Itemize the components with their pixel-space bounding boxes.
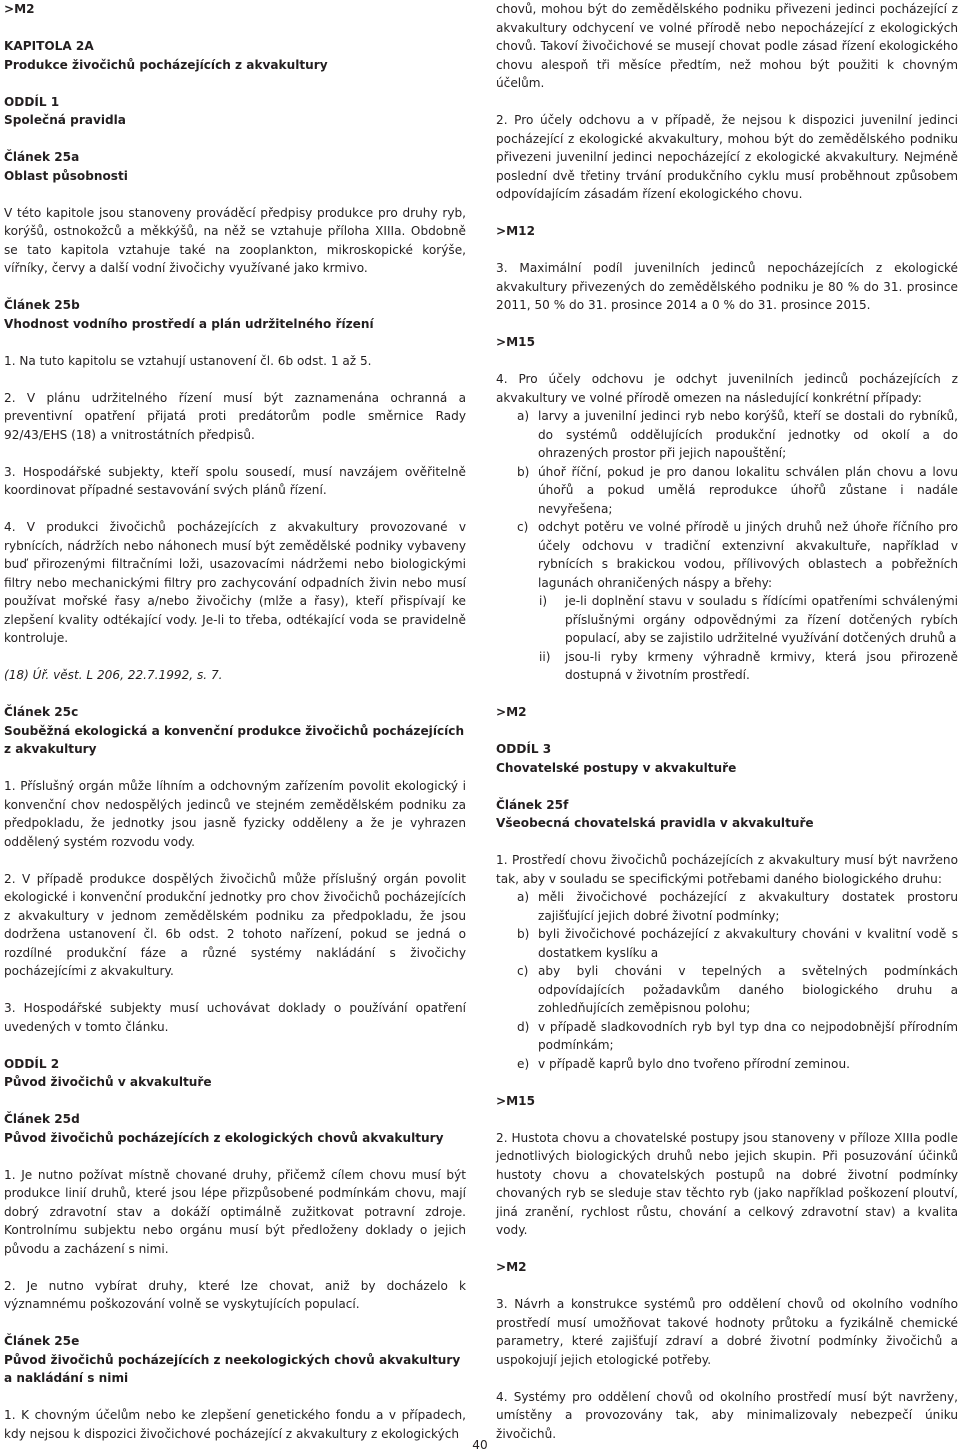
paragraph: 2. V případě produkce dospělých živočichů může příslušný orgán povolit ekologické i konvenční produkční jednotky pro chov živočichů pocházejících z akvakultury v jednom zemědělském podniku za předpokladu, že jsou dodržena ustanovení čl. 6b odst. 2 tohoto nařízení, pokud se jedná o rozdílné produkční fáze a různé systémy nakládání s živočichy pocházejícími z akvakultury. — [4, 871, 466, 978]
paragraph: 1. Na tuto kapitolu se vztahují ustanovení čl. 6b odst. 1 až 5. — [4, 353, 372, 368]
list-marker: a) — [517, 890, 530, 904]
paragraph: 4. Systémy pro oddělení chovů od okolního prostředí musí být navrženy, umístěny a provozovány tak, aby minimalizovaly nebezpečí úniku živočichů. — [496, 1389, 958, 1441]
heading: ODDÍL 1 — [4, 94, 60, 109]
paragraph: 2. Je nutno vybírat druhy, které lze chovat, aniž by docházelo k významnému poškozování volně se vyskytujících populací. — [4, 1278, 466, 1311]
list-marker: d) — [517, 1019, 530, 1034]
spacer — [496, 241, 958, 260]
heading: Souběžná ekologická a konvenční produkce živočichů pocházejících z akvakultury — [4, 723, 465, 756]
spacer — [496, 1073, 958, 1092]
heading: Článek 25e — [4, 1334, 80, 1348]
heading: Původ živočichů v akvakultuře — [4, 1075, 212, 1089]
paragraph: 1. Prostředí chovu živočichů pocházejících z akvakultury musí být navrženo tak, aby v souladu se specifickými potřebami daného biologického druhu: — [496, 853, 958, 886]
heading: >M2 — [496, 705, 527, 719]
spacer — [4, 1147, 466, 1166]
list-item-text: je-li doplnění stavu v souladu s řídícími opatřeními schválenými příslušnými orgány odpovědnými za řízení dotčených rybích populací, aby se zajistilo udržitelné využívání dotčených druhů a — [565, 594, 958, 645]
heading: Původ živočichů pocházejících z neekologických chovů akvakultury a nakládání s nimi — [4, 1352, 461, 1385]
list-item-text: byli živočichové pocházející z akvakultury chováni v kvalitní vodě s dostatkem kyslíku a — [538, 927, 958, 960]
list-item — [496, 888, 958, 925]
list-item-text: v případě kaprů bylo dno tvořeno přírodní zeminou. — [538, 1056, 850, 1071]
spacer — [4, 19, 466, 38]
spacer — [4, 1258, 466, 1277]
spacer — [4, 185, 466, 204]
spacer — [4, 981, 466, 1000]
spacer — [496, 1110, 958, 1129]
spacer — [496, 833, 958, 852]
heading: KAPITOLA 2A — [4, 39, 94, 53]
list-marker: ii) — [539, 649, 551, 664]
spacer — [496, 204, 958, 223]
spacer — [496, 93, 958, 112]
paragraph: 2. V plánu udržitelného řízení musí být zaznamenána ochranná a preventivní opatření přijatá proti predátorům podle směrnice Rady 92/43/EHS (18) a vnitrostátních předpisů. — [4, 390, 466, 442]
spacer — [4, 333, 466, 352]
paragraph: 1. Příslušný orgán může líhním a odchovným zařízením povolit ekologický i konvenční chov nedospělých jedinců ve stejném zemědělském podniku za předpokladu, že jednotky jsou jasně fyzicky odděleny a že je vyhrazen oddělený systém rozvodu vody. — [4, 779, 466, 849]
paragraph: 3. Návrh a konstrukce systémů pro oddělení chovů od okolního vodního prostředí musí umožňovat takové hodnoty průtoku a fyzikálně chemické parametry, které zajišťují zdraví a dobré životní podmínky živočichů a uspokojují jejich etologické potřeby. — [496, 1297, 958, 1367]
spacer — [4, 1036, 466, 1055]
page-number: 40 — [472, 1438, 488, 1452]
footnote: (18) Úř. věst. L 206, 22.7.1992, s. 7. — [4, 668, 223, 682]
list-item-text: úhoř říční, pokud je pro danou lokalitu schválen plán chovu a lovu úhořů a pokud umělá reprodukce úhořů zůstane i nadále nevyřešena; — [538, 464, 958, 516]
spacer — [4, 648, 466, 667]
list-marker: b) — [517, 927, 530, 941]
list-item — [496, 463, 958, 519]
spacer — [4, 759, 466, 778]
heading: >M12 — [496, 224, 535, 238]
paragraph: 4. Pro účely odchovu je odchyt juvenilních jedinců pocházejících z akvakultury ve volné přírodě omezen na následující konkrétní případy: — [496, 372, 958, 405]
list-item — [496, 648, 958, 685]
paragraph: 3. Hospodářské subjekty musí uchovávat doklady o používání opatření uvedených v tomto článku. — [4, 1001, 466, 1034]
right-column — [496, 0, 958, 1443]
spacer — [4, 1314, 466, 1333]
list-item-text: larvy a juvenilní jedinci ryb nebo korýšů, kteří se dostali do rybníků, do systémů oddělujících produkční jednotky od okolí a do ohrazených prostor při jejich napouštění; — [538, 409, 958, 460]
paragraph: 4. V produkci živočichů pocházejících z akvakultury provozované v rybnících, nádržích nebo náhonech musí být zemědělské podniky vybaveny buď přirozenými filtračními loži, usazovacími nádržemi nebo biologickými filtry nebo mechanickými filtry pro zachycování odpadních živin nebo musí používat mořské řasy a/nebo živočichy (mlže a řasy), kteří přispívají ke zlepšení kvality odtékající vody. Je-li to třeba, odtékající voda se pravidelně kontroluje. — [4, 520, 466, 645]
list-marker: c) — [517, 520, 529, 534]
list-item — [496, 592, 958, 648]
spacer — [496, 1240, 958, 1259]
spacer — [496, 777, 958, 796]
paragraph: 1. Je nutno požívat místně chované druhy, přičemž cílem chovu musí být produkce linií druhů, které jsou lépe přizpůsobené podmínkám chovu, mají dobrý zdravotní stav a dokáží optimálně zužitkovat potravní zdroje. Kontrolnímu subjektu nebo orgánu musí být předloženy doklady o jejich původu a zacházení s nimi. — [4, 1167, 466, 1256]
heading: >M2 — [496, 1260, 527, 1274]
heading: >M15 — [496, 1093, 535, 1108]
heading: Všeobecná chovatelská pravidla v akvakultuře — [496, 816, 814, 830]
heading: Článek 25b — [4, 298, 80, 312]
list-item-text: odchyt potěru ve volné přírodě u jiných druhů než úhoře říčního pro účely odchovu v tradiční extenzivní akvakultuře, například v rybnících s brakickou vodou, přílivových oblastech a pobřežních lagunách ohraničených náspy a břehy: — [538, 520, 958, 590]
list-marker: e) — [517, 1056, 530, 1071]
spacer — [4, 74, 466, 93]
list-item-text: aby byli chováni v tepelných a světelných podmínkách odpovídajících požadavkům daného biologického druhu a zohledňujících zeměpisnou polohu; — [538, 964, 958, 1015]
spacer — [496, 1369, 958, 1388]
spacer — [4, 500, 466, 519]
list-marker: c) — [517, 964, 529, 978]
spacer — [4, 278, 466, 297]
list-item — [496, 962, 958, 1018]
list-item-text: měli živočichové pocházející z akvakultury dostatek prostoru zajišťující jejich dobré životní podmínky; — [538, 890, 958, 923]
list-item — [496, 1018, 958, 1055]
spacer — [4, 444, 466, 463]
spacer — [496, 1277, 958, 1296]
heading: Původ živočichů pocházejících z ekologických chovů akvakultury — [4, 1130, 444, 1145]
list-item — [496, 925, 958, 962]
list-item-text: v případě sladkovodních ryb byl typ dna co nejpodobnější přírodním podmínkám; — [538, 1019, 958, 1052]
spacer — [4, 130, 466, 149]
heading: Produkce živočichů pocházejících z akvakultury — [4, 57, 328, 72]
paragraph: V této kapitole jsou stanoveny prováděcí předpisy produkce pro druhy ryb, korýšů, ostnokožců a měkkýšů, na něž se vztahuje příloha XIIIa. Obdobně se tato kapitola vztahuje také na zooplankton, mikroskopické korýše, vířníky, červy a další vodní živočichy využívané jako krmivo. — [4, 205, 466, 275]
heading: >M2 — [4, 2, 35, 16]
heading: Článek 25f — [496, 797, 569, 812]
list-marker: a) — [517, 409, 530, 423]
paragraph: 3. Maximální podíl juvenilních jedinců nepocházejících z ekologické akvakultury přivezených do zemědělského podniku je 80 % do 31. prosince 2011, 50 % do 31. prosince 2014 a 0 % do 31. prosince 2015. — [496, 261, 958, 312]
heading: Chovatelské postupy v akvakultuře — [496, 760, 737, 775]
heading: ODDÍL 3 — [496, 742, 552, 756]
spacer — [4, 851, 466, 870]
heading: Článek 25c — [4, 705, 79, 719]
paragraph: 2. Hustota chovu a chovatelské postupy jsou stanoveny v příloze XIIIa podle jednotlivých biologických druhů nebo jejich skupin. Při posuzování účinků hustoty chovu a chovatelských postupů na dobré životní podmínky chovaných ryb se sleduje stav těchto ryb (jako například poškození ploutví, jiná zranění, rychlost růstu, chování a celkový zdravotní stav) a kvalita vody. — [496, 1130, 958, 1237]
spacer — [4, 370, 466, 389]
heading: ODDÍL 2 — [4, 1056, 60, 1071]
list-item — [496, 1055, 958, 1074]
heading: Oblast působnosti — [4, 168, 128, 183]
list-marker: i) — [539, 594, 548, 608]
left-column — [4, 0, 466, 1443]
spacer — [496, 685, 958, 704]
heading: Článek 25d — [4, 1112, 80, 1126]
paragraph: chovů, mohou být do zemědělského podniku přivezeni jedinci pocházející z akvakultury odchycení ve volné přírodě nebo nepocházející z ekologických chovů. Takoví živočichové se musejí chovat podle zásad řízení ekologického chovu alespoň tři měsíce předtím, než mohou být použiti k chovným účelům. — [496, 2, 958, 90]
spacer — [4, 685, 466, 704]
spacer — [496, 315, 958, 334]
paragraph: 2. Pro účely odchovu a v případě, že nejsou k dispozici juvenilní jedinci pocházející z ekologické akvakultury, mohou být do zemědělského podniku přivezeni juvenilní jedinci nepocházející z ekologické akvakultury. Nejméně poslední dvě třetiny trvání produkčního cyklu musí proběhnout způsobem odpovídajícím zásadám řízení ekologického chovu. — [496, 113, 958, 201]
paragraph: 1. K chovným účelům nebo ke zlepšení genetického fondu a v případech, kdy nejsou k dispozici živočichové pocházející z akvakultury z ekologických — [4, 1408, 466, 1441]
list-item — [496, 407, 958, 463]
heading: Společná pravidla — [4, 113, 126, 127]
spacer — [4, 1092, 466, 1111]
heading: Článek 25a — [4, 150, 80, 164]
spacer — [496, 722, 958, 741]
heading: >M15 — [496, 335, 535, 349]
heading: Vhodnost vodního prostředí a plán udržitelného řízení — [4, 316, 374, 331]
spacer — [496, 352, 958, 371]
list-marker: b) — [517, 464, 530, 479]
paragraph: 3. Hospodářské subjekty, kteří spolu sousedí, musí navzájem ověřitelně koordinovat případné sestavování svých plánů řízení. — [4, 464, 466, 497]
spacer — [4, 1388, 466, 1407]
list-item — [496, 518, 958, 592]
list-item-text: jsou-li ryby krmeny výhradně krmivy, která jsou přirozeně dostupná v životním prostředí. — [565, 649, 958, 682]
